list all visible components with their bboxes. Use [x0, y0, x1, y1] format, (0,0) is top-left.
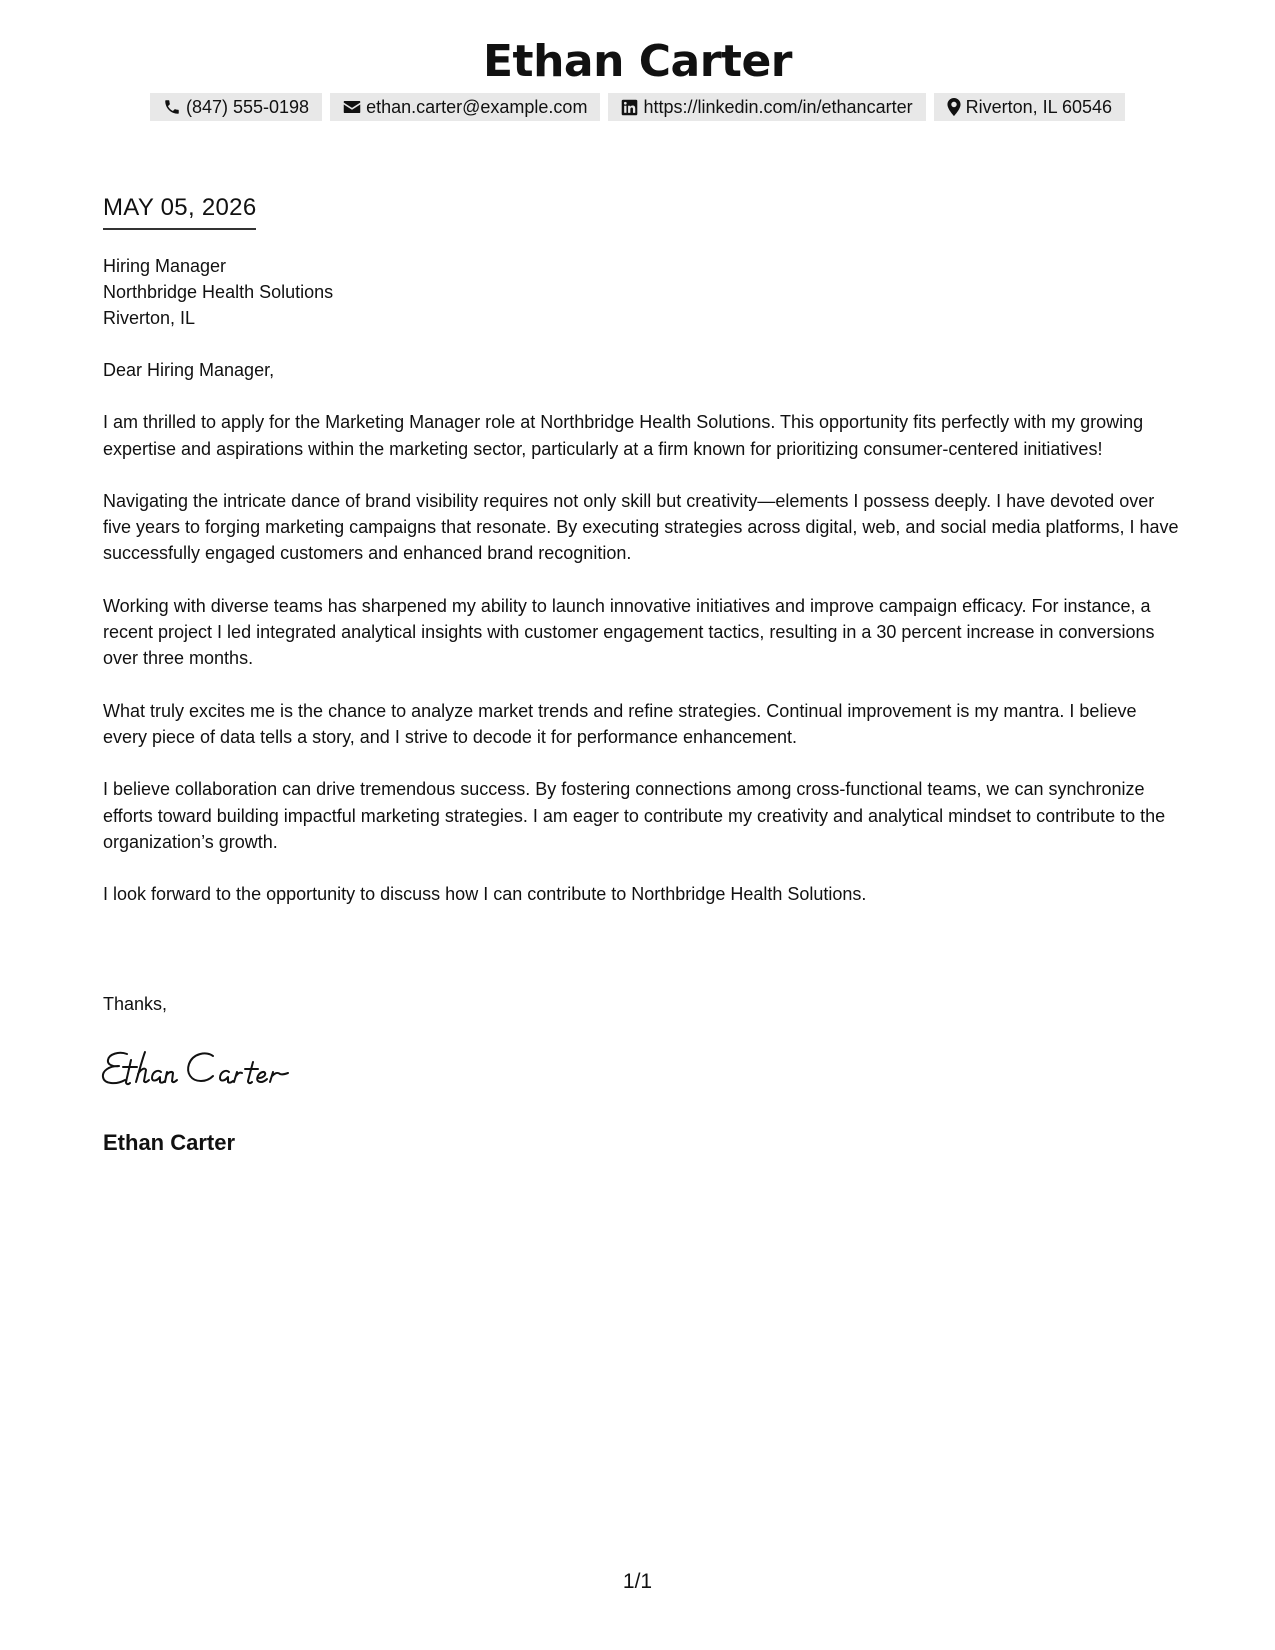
contact-linkedin-text: https://linkedin.com/in/ethancarter — [643, 97, 913, 117]
linkedin-icon — [621, 99, 638, 116]
contact-bar — [0, 93, 1275, 121]
body-paragraph: Working with diverse teams has sharpened my ability to launch innovative initiatives and improve campaign efficacy. For instance, a recent project I led integrated analytical insights with customer engagement tactics, resulting in a 30 percent increase in conversions over three months. — [103, 595, 1155, 669]
location-pin-icon — [947, 98, 961, 116]
handwritten-signature — [101, 1048, 307, 1094]
signer-name: Ethan Carter — [103, 1130, 236, 1155]
applicant-name: Ethan Carter — [482, 36, 792, 87]
contact-email-text: ethan.carter@example.com — [366, 97, 588, 117]
body-paragraph: Navigating the intricate dance of brand visibility requires not only skill but creativity—elements I possess deeply. I have devoted over five years to forging marketing campaigns that resonate. By executing strategies across digital, web, and social media platforms, I have successfully engaged customers and enhanced brand recognition. — [103, 490, 1179, 564]
body-paragraph: What truly excites me is the chance to analyze market trends and refine strategies. Continual improvement is my mantra. I believe every piece of data tells a story, and I strive to decode it for performance enhancement. — [103, 700, 1137, 747]
letter-date: MAY 05, 2026 — [103, 192, 256, 230]
body-paragraph: I am thrilled to apply for the Marketing Manager role at Northbridge Health Solutions. This opportunity fits perfectly with my growing expertise and aspirations within the marketing sector, particularly at a firm known for prioritizing consumer-centered initiatives! — [103, 412, 1144, 459]
body-paragraph: I believe collaboration can drive tremendous success. By fostering connections among cross-functional teams, we can synchronize efforts toward building impactful marketing strategies. I am eager to contribute my creativity and analytical mindset to contribute to the organization’s growth. — [103, 779, 1166, 852]
salutation: Dear Hiring Manager, — [103, 360, 275, 380]
closing: Thanks, — [103, 994, 168, 1014]
contact-location-text: Riverton, IL 60546 — [965, 97, 1113, 117]
contact-linkedin — [608, 93, 925, 121]
page-number: 1/1 — [622, 1570, 653, 1593]
phone-icon — [163, 98, 181, 116]
contact-location — [934, 93, 1125, 121]
recipient-company: Northbridge Health Solutions — [103, 282, 334, 302]
envelope-icon — [343, 99, 361, 115]
contact-phone-text: (847) 555-0198 — [185, 97, 310, 117]
contact-phone — [150, 93, 322, 121]
recipient-location: Riverton, IL — [103, 308, 196, 328]
letter-body — [103, 357, 1183, 933]
recipient-title: Hiring Manager — [103, 256, 227, 276]
body-paragraph: I look forward to the opportunity to discuss how I can contribute to Northbridge Health Solutions. — [103, 884, 867, 905]
recipient-block — [103, 253, 333, 331]
contact-email — [330, 93, 600, 121]
